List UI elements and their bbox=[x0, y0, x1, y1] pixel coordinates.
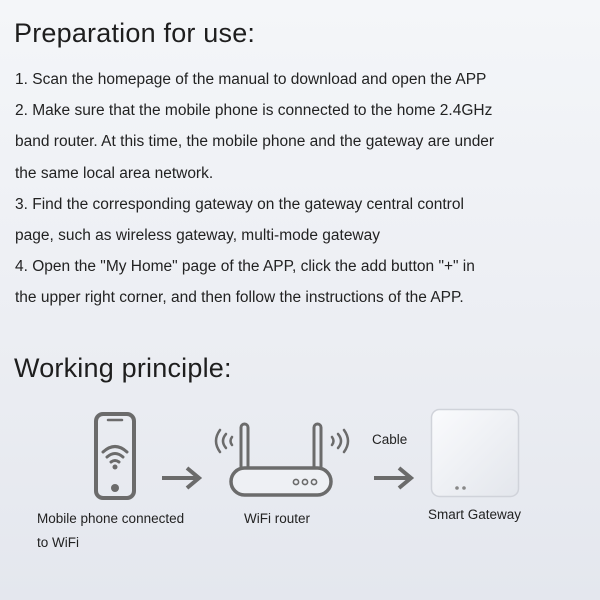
step-line: 4. Open the "My Home" page of the APP, click the add button "+" in bbox=[15, 258, 475, 276]
cable-label: Cable bbox=[372, 432, 408, 447]
step-line: page, such as wireless gateway, multi-mode gateway bbox=[15, 227, 380, 245]
principle-title: Working principle: bbox=[14, 353, 232, 383]
phone-label-line2: to WiFi bbox=[37, 535, 79, 550]
preparation-steps bbox=[15, 64, 595, 314]
step-line: 1. Scan the homepage of the manual to download and open the APP bbox=[15, 71, 487, 88]
arrow-right-icon bbox=[374, 466, 416, 490]
preparation-title: Preparation for use: bbox=[14, 18, 256, 48]
router-icon bbox=[212, 422, 352, 498]
phone-label-line1: Mobile phone connected bbox=[37, 511, 185, 526]
step-line: the same local area network. bbox=[15, 164, 214, 182]
step-line: 3. Find the corresponding gateway on the gateway central control bbox=[15, 195, 464, 213]
step-line: band router. At this time, the mobile phone and the gateway are under bbox=[15, 133, 495, 151]
arrow-right-icon bbox=[162, 466, 204, 490]
smart-gateway-icon bbox=[430, 408, 520, 498]
router-label: WiFi router bbox=[244, 511, 311, 526]
gateway-label: Smart Gateway bbox=[428, 507, 522, 522]
smartphone-icon bbox=[94, 412, 136, 500]
step-line: 2. Make sure that the mobile phone is connected to the home 2.4GHz bbox=[15, 102, 493, 120]
step-line: the upper right corner, and then follow the instructions of the APP. bbox=[15, 289, 464, 307]
